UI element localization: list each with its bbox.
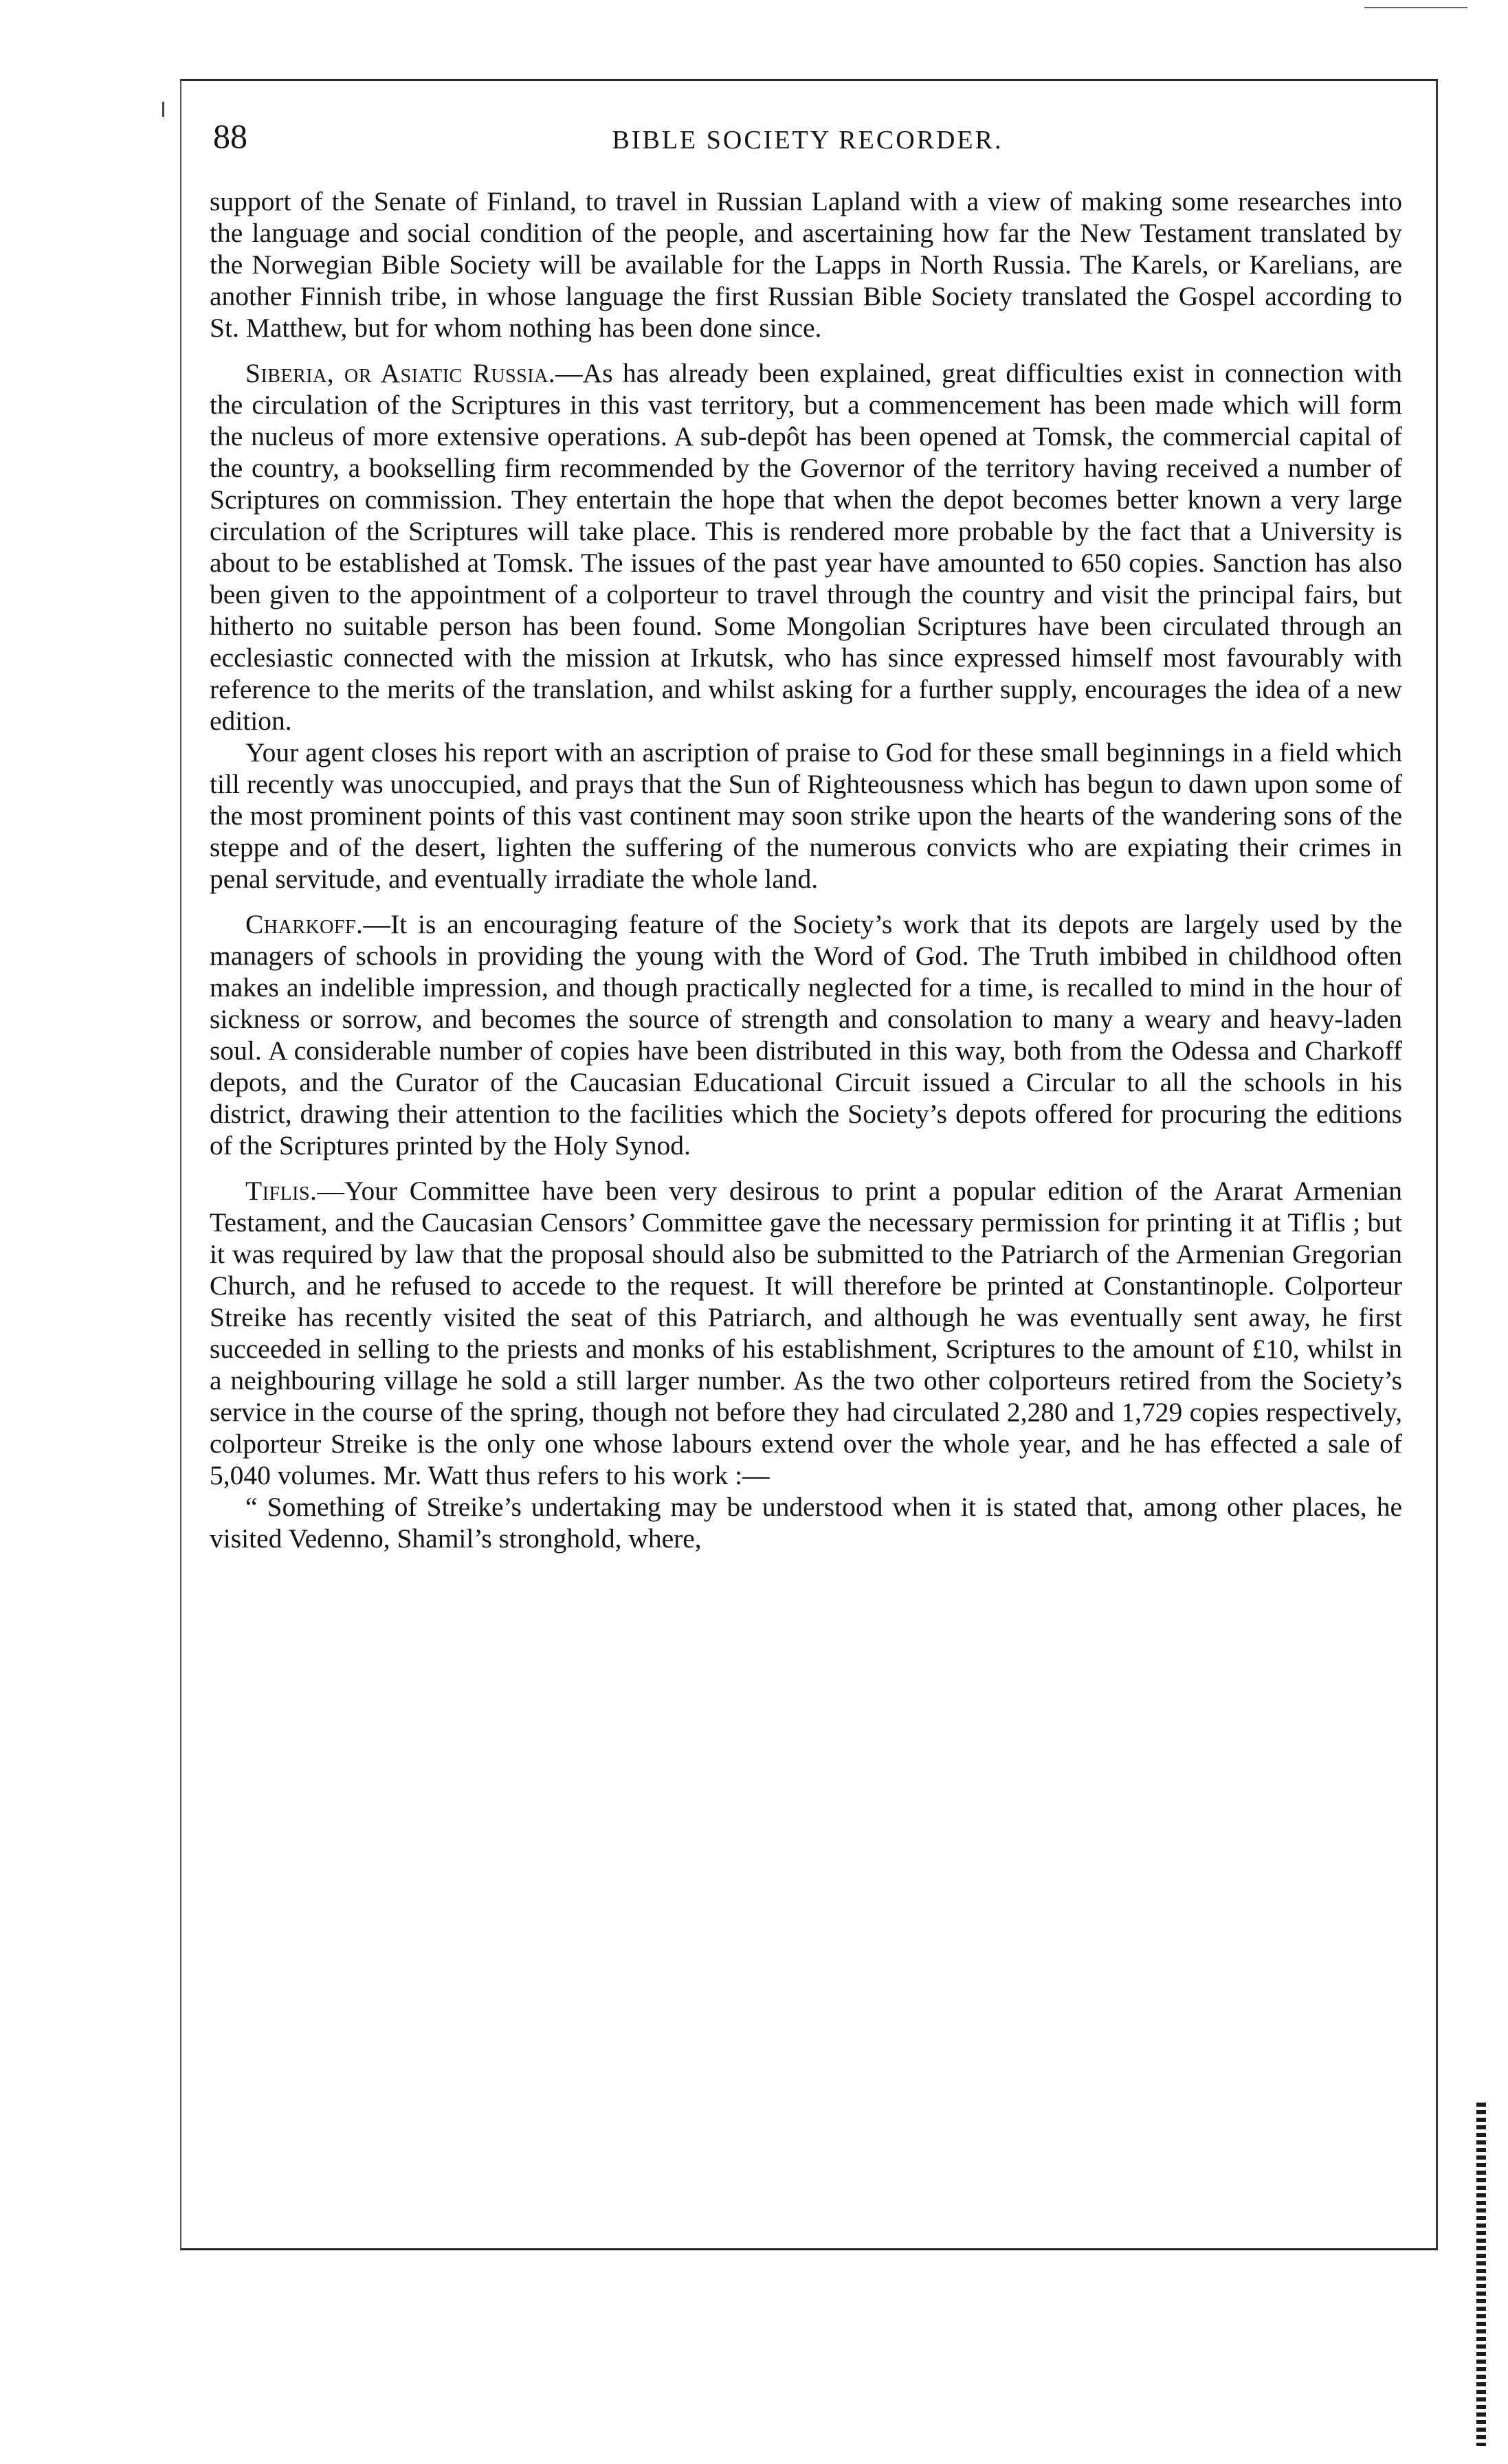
paragraph-siberia — [210, 357, 1402, 737]
paragraph-quotation: “ Something of Streike’s undertaking may be understood when it is stated that, among other places, he visited Vedenno, Shamil’s stronghold, where, — [210, 1492, 1402, 1554]
paragraph-charkoff — [210, 908, 1402, 1161]
paragraph-tiflis-text: —Your Committee have been very desirous to print a popular edition of the Ararat Armenian Testament, and the Caucasian Censors’ Committee gave the necessary permission for printing it at Tiflis ; but it was required by law that the proposal should also be submitted to the Patriarch of the Armenian Gregorian Church, and he refused to accede to the request. It will therefore be printed at Constantinople. Colporteur Streike has recently visited the seat of this Patriarch, and although he was eventually sent away, he first succeeded in selling to the priests and monks of his establishment, Scriptures to the amount of £10, whilst in a neighbouring village he sold a still larger number. As the two other colporteurs retired from the Society’s service in the course of the spring, though not before they had circulated 2,280 and 1,729 copies respectively, colporteur Streike is the only one whose labours extend over the whole year, and he has effected a sale of 5,040 volumes. Mr. Watt thus refers to his work :— — [210, 1176, 1402, 1490]
paragraph-lapland: support of the Senate of Finland, to travel in Russian Lapland with a view of making some researches into the language and social condition of the people, and ascertaining how far the New Testament translated by the Norwegian Bible Society will be available for the Lapps in North Russia. The Karels, or Karelians, are another Finnish tribe, in whose language the first Russian Bible Society translated the Gospel according to St. Matthew, but for whom nothing has been done since. — [210, 186, 1402, 343]
section-heading-tiflis: Tiflis. — [245, 1176, 318, 1206]
page-edge-marks — [1476, 2103, 1486, 2446]
running-title: BIBLE SOCIETY RECORDER. — [612, 126, 1004, 155]
top-edge-rule — [1364, 7, 1467, 8]
section-heading-siberia: Siberia, or Asiatic Russia. — [245, 358, 556, 388]
paragraph-siberia-text: —As has already been explained, great difficulties exist in connection with the circulation of the Scriptures in this vast territory, but a commencement has been made which will form the nucleus of more extensive operations. A sub-depôt has been opened at Tomsk, the commercial capital of the country, a bookselling firm recommended by the Governor of the territory having received a number of Scriptures on commission. They entertain the hope that when the depot becomes better known a very large circulation of the Scriptures will take place. This is rendered more probable by the fact that a University is about to be established at Tomsk. The issues of the past year have amounted to 650 copies. Sanction has also been given to the appointment of a colporteur to travel through the country and visit the principal fairs, but hitherto no suitable person has been found. Some Mongolian Scriptures have been circulated through an ecclesiastic connected with the mission at Irkutsk, who has since expressed himself most favourably with reference to the merits of the translation, and whilst asking for a further supply, encourages the idea of a new edition. — [210, 358, 1402, 736]
page-header — [213, 115, 1402, 164]
paragraph-agent-report: Your agent closes his report with an ascription of praise to God for these small beginnings in a field which till recently was unoccupied, and prays that the Sun of Righteousness which has begun to dawn upon some of the most prominent points of this vast continent may soon strike upon the hearts of the wandering sons of the steppe and of the desert, lighten the suffering of the numerous convicts who are expiating their crimes in penal servitude, and eventually irradiate the whole land. — [210, 737, 1402, 894]
section-heading-charkoff: Charkoff. — [245, 909, 364, 939]
page-number: 88 — [213, 117, 247, 155]
text-body — [210, 186, 1402, 1554]
paragraph-tiflis — [210, 1175, 1402, 1491]
margin-mark — [162, 102, 164, 117]
paragraph-charkoff-text: —It is an encouraging feature of the Society’s work that its depots are largely used by the managers of schools in providing the young with the Word of God. The Truth imbibed in childhood often makes an indelible impression, and though practically neglected for a time, is recalled to mind in the hour of sickness or sorrow, and becomes the source of strength and consolation to many a weary and heavy-laden soul. A considerable number of copies have been distributed in this way, both from the Odessa and Charkoff depots, and the Curator of the Caucasian Educational Circuit issued a Circular to all the schools in his district, drawing their attention to the facilities which the Society’s depots offered for procuring the editions of the Scriptures printed by the Holy Synod. — [210, 909, 1402, 1161]
